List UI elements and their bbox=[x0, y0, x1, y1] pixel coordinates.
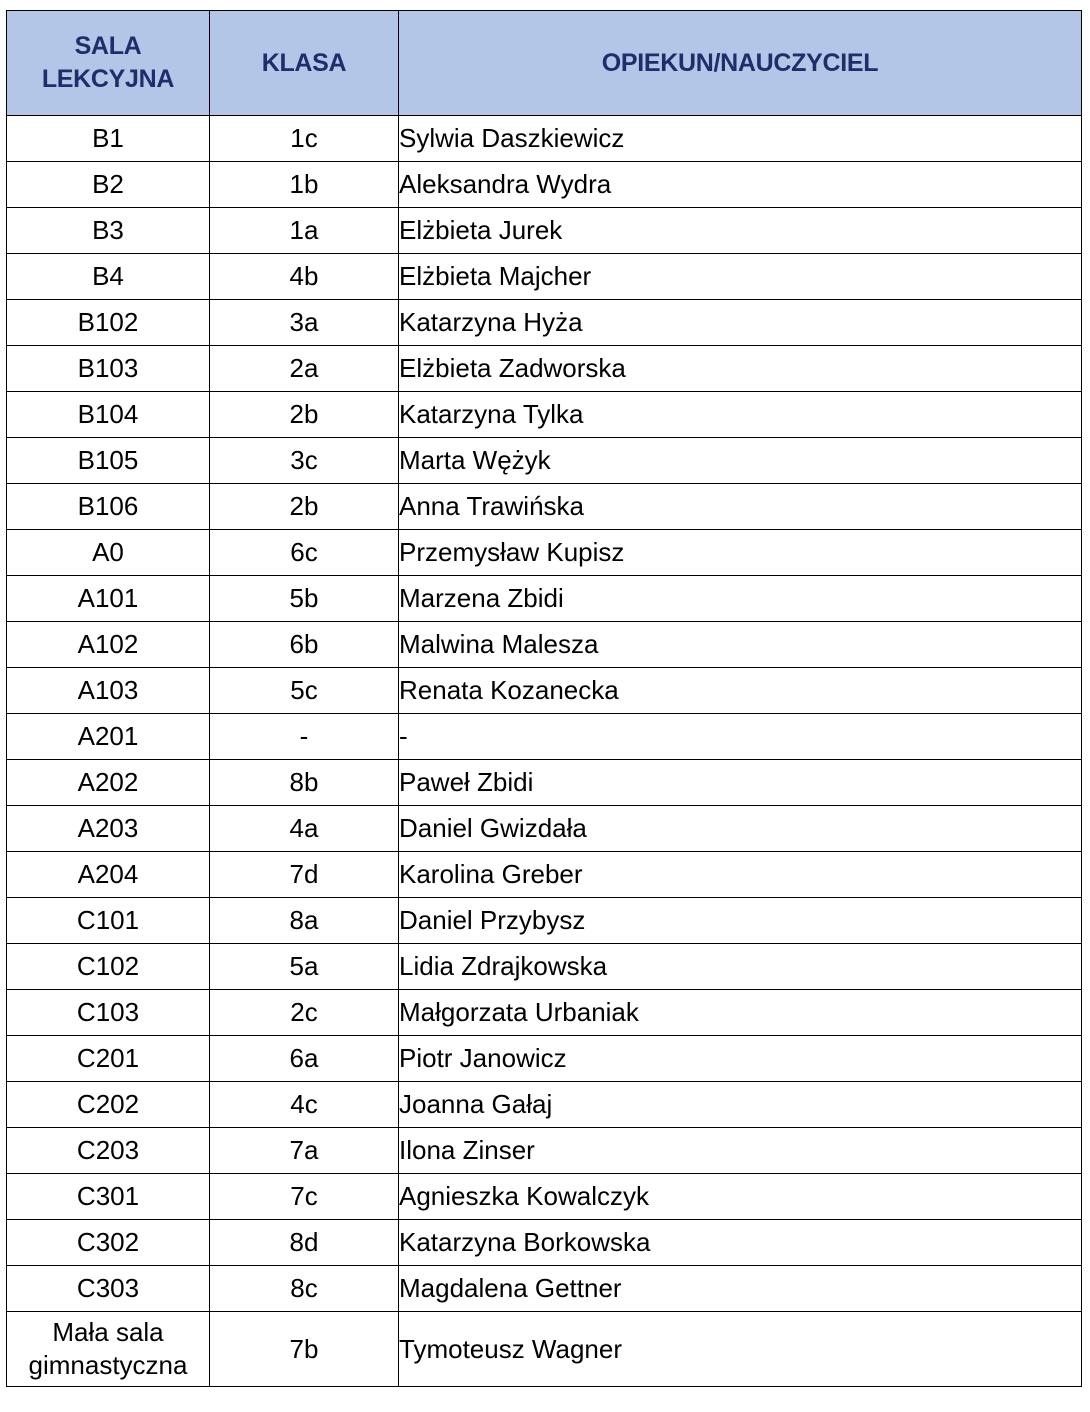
teacher-cell: Aleksandra Wydra bbox=[399, 162, 1082, 208]
room-cell: B106 bbox=[7, 484, 210, 530]
table-row bbox=[7, 1312, 1082, 1387]
room-cell: C103 bbox=[7, 990, 210, 1036]
room-cell: A202 bbox=[7, 760, 210, 806]
class-cell: 3a bbox=[210, 300, 399, 346]
class-cell: 3c bbox=[210, 438, 399, 484]
class-cell: 8b bbox=[210, 760, 399, 806]
teacher-cell: Daniel Gwizdała bbox=[399, 806, 1082, 852]
teacher-cell: Joanna Gałaj bbox=[399, 1082, 1082, 1128]
class-cell: 8a bbox=[210, 898, 399, 944]
table-row bbox=[7, 852, 1082, 898]
table-row bbox=[7, 1082, 1082, 1128]
room-cell: C302 bbox=[7, 1220, 210, 1266]
class-cell: 7c bbox=[210, 1174, 399, 1220]
class-cell: 2b bbox=[210, 392, 399, 438]
table-row bbox=[7, 990, 1082, 1036]
classroom-assignment-table bbox=[6, 10, 1082, 1387]
room-cell: A0 bbox=[7, 530, 210, 576]
class-cell: 7d bbox=[210, 852, 399, 898]
table-row bbox=[7, 484, 1082, 530]
class-cell: 7b bbox=[210, 1312, 399, 1387]
teacher-cell: Ilona Zinser bbox=[399, 1128, 1082, 1174]
table-row bbox=[7, 300, 1082, 346]
teacher-cell: Piotr Janowicz bbox=[399, 1036, 1082, 1082]
table-row bbox=[7, 806, 1082, 852]
teacher-cell: Katarzyna Tylka bbox=[399, 392, 1082, 438]
room-cell: B4 bbox=[7, 254, 210, 300]
table-row bbox=[7, 576, 1082, 622]
room-cell: B102 bbox=[7, 300, 210, 346]
class-cell: 1b bbox=[210, 162, 399, 208]
teacher-cell: Katarzyna Borkowska bbox=[399, 1220, 1082, 1266]
class-cell: 1c bbox=[210, 116, 399, 162]
room-cell: B1 bbox=[7, 116, 210, 162]
table-row bbox=[7, 346, 1082, 392]
room-cell: C203 bbox=[7, 1128, 210, 1174]
teacher-cell: - bbox=[399, 714, 1082, 760]
teacher-cell: Elżbieta Jurek bbox=[399, 208, 1082, 254]
table-row bbox=[7, 622, 1082, 668]
room-cell: B2 bbox=[7, 162, 210, 208]
room-cell: B104 bbox=[7, 392, 210, 438]
teacher-cell: Malwina Malesza bbox=[399, 622, 1082, 668]
teacher-cell: Daniel Przybysz bbox=[399, 898, 1082, 944]
room-cell: A204 bbox=[7, 852, 210, 898]
table-row bbox=[7, 898, 1082, 944]
room-cell: C201 bbox=[7, 1036, 210, 1082]
table-row bbox=[7, 1174, 1082, 1220]
table-row bbox=[7, 392, 1082, 438]
room-cell: B105 bbox=[7, 438, 210, 484]
room-cell: A203 bbox=[7, 806, 210, 852]
teacher-cell: Tymoteusz Wagner bbox=[399, 1312, 1082, 1387]
teacher-cell: Elżbieta Majcher bbox=[399, 254, 1082, 300]
column-header-class-label: KLASA bbox=[261, 48, 347, 77]
table-header-row bbox=[7, 11, 1082, 116]
table-row bbox=[7, 1128, 1082, 1174]
class-cell: 8d bbox=[210, 1220, 399, 1266]
class-cell: 4c bbox=[210, 1082, 399, 1128]
class-cell: 5a bbox=[210, 944, 399, 990]
room-cell: A101 bbox=[7, 576, 210, 622]
table-row bbox=[7, 530, 1082, 576]
class-cell: 6b bbox=[210, 622, 399, 668]
class-cell: 5b bbox=[210, 576, 399, 622]
table-row bbox=[7, 714, 1082, 760]
room-cell: C301 bbox=[7, 1174, 210, 1220]
room-cell: C102 bbox=[7, 944, 210, 990]
class-cell: 6a bbox=[210, 1036, 399, 1082]
class-cell: 2c bbox=[210, 990, 399, 1036]
class-cell: 4a bbox=[210, 806, 399, 852]
room-cell: C202 bbox=[7, 1082, 210, 1128]
column-header-teacher bbox=[399, 11, 1082, 116]
table-row bbox=[7, 254, 1082, 300]
column-header-room bbox=[7, 11, 210, 116]
column-header-teacher-label: OPIEKUN/NAUCZYCIEL bbox=[601, 48, 879, 77]
room-cell: A102 bbox=[7, 622, 210, 668]
room-cell: B103 bbox=[7, 346, 210, 392]
room-cell: C101 bbox=[7, 898, 210, 944]
teacher-cell: Lidia Zdrajkowska bbox=[399, 944, 1082, 990]
teacher-cell: Renata Kozanecka bbox=[399, 668, 1082, 714]
class-cell: 1a bbox=[210, 208, 399, 254]
teacher-cell: Katarzyna Hyża bbox=[399, 300, 1082, 346]
room-cell: C303 bbox=[7, 1266, 210, 1312]
class-cell: 5c bbox=[210, 668, 399, 714]
teacher-cell: Marta Wężyk bbox=[399, 438, 1082, 484]
teacher-cell: Agnieszka Kowalczyk bbox=[399, 1174, 1082, 1220]
table-row bbox=[7, 208, 1082, 254]
teacher-cell: Magdalena Gettner bbox=[399, 1266, 1082, 1312]
table-row bbox=[7, 1266, 1082, 1312]
teacher-cell: Elżbieta Zadworska bbox=[399, 346, 1082, 392]
teacher-cell: Przemysław Kupisz bbox=[399, 530, 1082, 576]
teacher-cell: Sylwia Daszkiewicz bbox=[399, 116, 1082, 162]
table-row bbox=[7, 760, 1082, 806]
room-cell: A103 bbox=[7, 668, 210, 714]
room-cell: A201 bbox=[7, 714, 210, 760]
table-row bbox=[7, 438, 1082, 484]
room-cell: Mała sala gimnastyczna bbox=[7, 1312, 210, 1387]
class-cell: 2b bbox=[210, 484, 399, 530]
class-cell: 4b bbox=[210, 254, 399, 300]
table-row bbox=[7, 944, 1082, 990]
table-row bbox=[7, 668, 1082, 714]
teacher-cell: Karolina Greber bbox=[399, 852, 1082, 898]
room-cell: B3 bbox=[7, 208, 210, 254]
teacher-cell: Małgorzata Urbaniak bbox=[399, 990, 1082, 1036]
teacher-cell: Anna Trawińska bbox=[399, 484, 1082, 530]
class-cell: 2a bbox=[210, 346, 399, 392]
table-row bbox=[7, 1036, 1082, 1082]
table-row bbox=[7, 162, 1082, 208]
class-cell: - bbox=[210, 714, 399, 760]
class-cell: 7a bbox=[210, 1128, 399, 1174]
table-row bbox=[7, 1220, 1082, 1266]
column-header-room-label: SALA LEKCYJNA bbox=[41, 32, 175, 93]
class-cell: 6c bbox=[210, 530, 399, 576]
column-header-class bbox=[210, 11, 399, 116]
teacher-cell: Paweł Zbidi bbox=[399, 760, 1082, 806]
class-cell: 8c bbox=[210, 1266, 399, 1312]
table-row bbox=[7, 116, 1082, 162]
teacher-cell: Marzena Zbidi bbox=[399, 576, 1082, 622]
